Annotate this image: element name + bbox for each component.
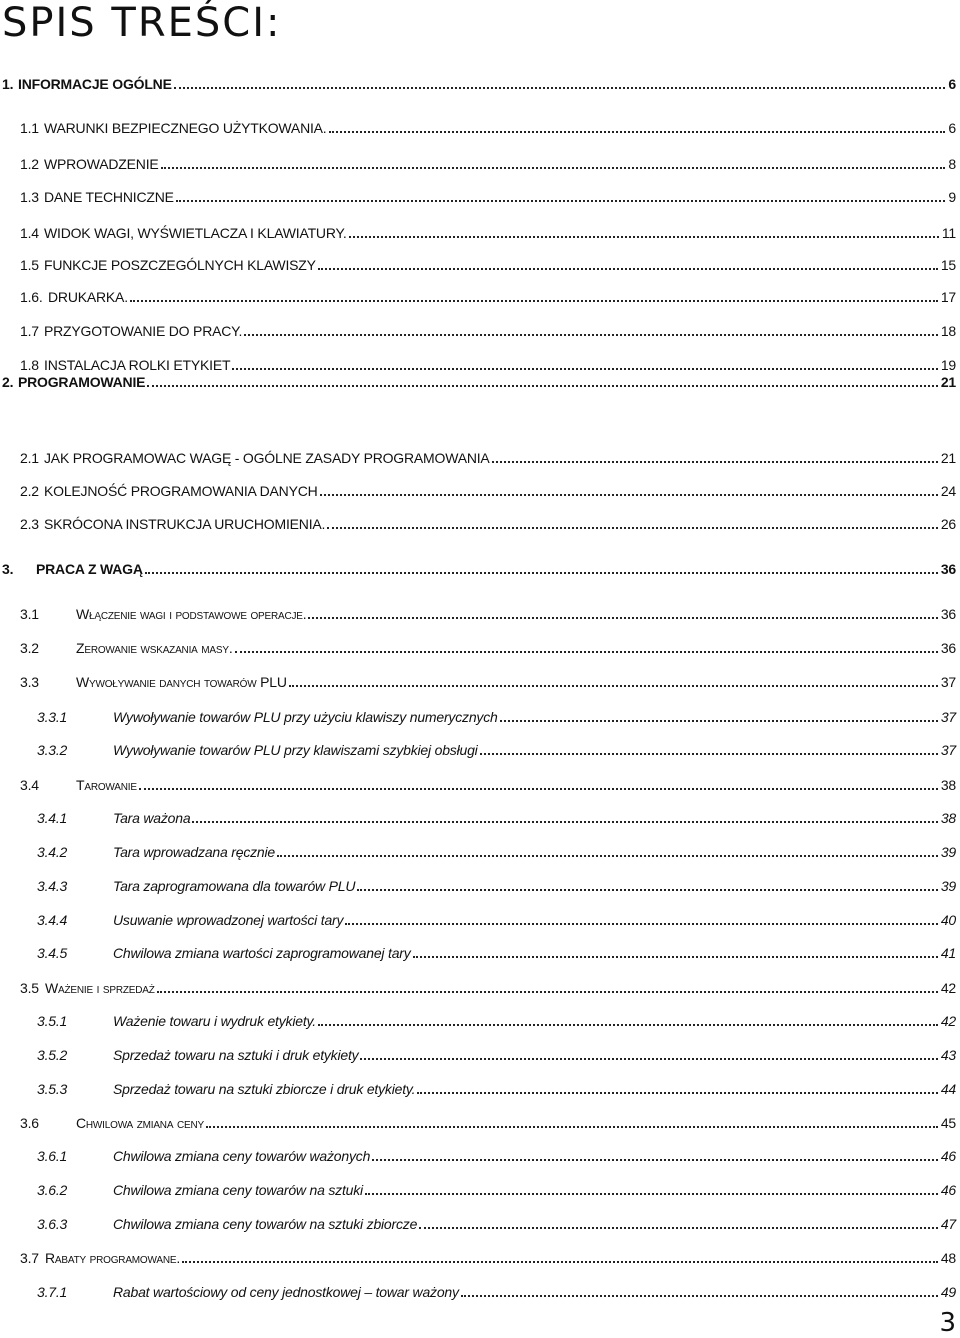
toc-entry-title: Zerowanie wskazania masy.: [76, 640, 233, 656]
toc-leader-dots: [192, 820, 937, 823]
toc-leader-dots: [320, 493, 938, 496]
toc-entry-number: 1.7: [20, 323, 39, 339]
toc-entry-number: 3.4.5: [37, 945, 68, 961]
toc-entry-title: WARUNKI BEZPIECZNEGO UŻYTKOWANIA.: [44, 120, 327, 136]
toc-entry-page: 36: [940, 561, 956, 577]
toc-entry-1-6[interactable]: [20, 289, 956, 311]
toc-entry-3-5-2[interactable]: [37, 1047, 956, 1069]
toc-leader-dots: [244, 333, 938, 336]
toc-entry-number: 3.6.1: [37, 1148, 68, 1164]
toc-entry-number: 3.4.4: [37, 912, 68, 928]
toc-leader-dots: [492, 460, 938, 463]
toc-entry-number: 3.6.3: [37, 1216, 68, 1232]
toc-entry-3-7[interactable]: [20, 1250, 956, 1272]
toc-entry-number: 3.7.1: [37, 1284, 68, 1300]
toc-entry-number: 3.5.2: [37, 1047, 68, 1063]
toc-entry-title: PRACA Z WAGĄ: [36, 561, 143, 577]
toc-leader-dots: [157, 990, 938, 993]
toc-entry-title: WIDOK WAGI, WYŚWIETLACZA I KLAWIATURY.: [44, 225, 347, 241]
toc-leader-dots: [349, 235, 939, 238]
toc-entry-title: Ważenie towaru i wydruk etykiety.: [113, 1013, 316, 1029]
toc-leader-dots: [161, 166, 946, 169]
toc-leader-dots: [318, 1023, 938, 1026]
toc-entry-number: 3.5.3: [37, 1081, 68, 1097]
toc-leader-dots: [139, 787, 938, 790]
toc-leader-dots: [329, 130, 946, 133]
toc-entry-number: 1.: [2, 76, 14, 92]
toc-entry-3-4[interactable]: [20, 777, 956, 799]
toc-entry-2-3[interactable]: [20, 516, 956, 538]
toc-entry-title: Wywoływanie danych towarów PLU: [76, 674, 287, 690]
toc-entry-title: Ważenie i sprzedaż: [45, 980, 155, 996]
toc-entry-number: 3.4.1: [37, 810, 68, 826]
page-number: 3: [939, 1308, 956, 1338]
toc-entry-3-4-5[interactable]: [37, 945, 956, 967]
toc-leader-dots: [419, 1226, 938, 1229]
toc-entry-number: 2.2: [20, 483, 39, 499]
toc-entry-number: 3.4: [20, 777, 39, 793]
toc-entry-page: 26: [940, 516, 956, 532]
toc-leader-dots: [357, 888, 938, 891]
toc-entry-page: 47: [940, 1216, 956, 1232]
toc-entry-3-5-3[interactable]: [37, 1081, 956, 1103]
toc-entry-page: 17: [940, 289, 956, 305]
toc-entry-title: Sprzedaż towaru na sztuki zbiorcze i druk etykiety.: [113, 1081, 416, 1097]
toc-leader-dots: [360, 1057, 937, 1060]
toc-entry-title: FUNKCJE POSZCZEGÓLNYCH KLAWISZY: [44, 257, 316, 273]
toc-leader-dots: [182, 1260, 938, 1263]
toc-entry-3-6[interactable]: [20, 1115, 956, 1137]
toc-entry-page: 48: [940, 1250, 956, 1266]
toc-entry-number: 1.5: [20, 257, 39, 273]
toc-entry-title: Wywoływanie towarów PLU przy klawiszami szybkiej obsługi: [113, 742, 478, 758]
toc-entry-number: 3.3.1: [37, 709, 68, 725]
toc-leader-dots: [289, 684, 938, 687]
toc-entry-title: DANE TECHNICZNE: [44, 189, 174, 205]
toc-entry-3-4-2[interactable]: [37, 844, 956, 866]
toc-entry-page: 38: [940, 810, 956, 826]
toc-leader-dots: [277, 854, 938, 857]
toc-entry-page: 37: [940, 674, 956, 690]
toc-entry-page: 36: [940, 606, 956, 622]
toc-leader-dots: [372, 1158, 938, 1161]
toc-entry-number: 3.2: [20, 640, 39, 656]
toc-entry-1-3[interactable]: [20, 189, 956, 211]
toc-entry-page: 41: [940, 945, 956, 961]
toc-entry-number: 1.4: [20, 225, 39, 241]
toc-entry-title: WPROWADZENIE: [44, 156, 159, 172]
toc-entry-title: INFORMACJE OGÓLNE: [18, 76, 172, 92]
toc-leader-dots: [235, 650, 938, 653]
toc-entry-3-3-1[interactable]: [37, 709, 956, 731]
toc-entry-title: Tara ważona: [113, 810, 191, 826]
toc-entry-title: Włączenie wagi i podstawowe operacje.: [76, 606, 307, 622]
toc-entry-page: 39: [940, 878, 956, 894]
toc-entry-title: Tara wprowadzana ręcznie: [113, 844, 275, 860]
toc-entry-number: 3.6: [20, 1115, 39, 1131]
toc-entry-title: KOLEJNOŚĆ PROGRAMOWANIA DANYCH: [44, 483, 318, 499]
toc-entry-page: 43: [940, 1047, 956, 1063]
toc-entry-page: 18: [940, 323, 956, 339]
toc-leader-dots: [345, 922, 937, 925]
toc-entry-page: 11: [941, 225, 956, 241]
page-title: SPIS TREŚCI:: [2, 0, 282, 46]
toc-entry-number: 3.4.2: [37, 844, 68, 860]
toc-entry-number: 1.6.: [20, 289, 43, 305]
toc-leader-dots: [327, 526, 938, 529]
toc-entry-number: 1.2: [20, 156, 39, 172]
toc-entry-1-4[interactable]: [20, 225, 956, 247]
toc-entry-page: 46: [940, 1182, 956, 1198]
toc-entry-2-1[interactable]: [20, 450, 956, 472]
toc-entry-page: 42: [940, 1013, 956, 1029]
toc-entry-title: Rabat wartościowy od ceny jednostkowej – towar ważony: [113, 1284, 459, 1300]
toc-entry-3-2[interactable]: [20, 640, 956, 662]
toc-entry-page: 6: [948, 76, 956, 92]
toc-entry-page: 19: [940, 357, 956, 373]
toc-entry-title: Chwilowa zmiana ceny: [76, 1115, 204, 1131]
toc-leader-dots: [308, 616, 937, 619]
toc-leader-dots: [147, 384, 938, 387]
toc-entry-number: 3.3.2: [37, 742, 68, 758]
toc-entry-3-3[interactable]: [20, 674, 956, 696]
toc-leader-dots: [232, 367, 937, 370]
toc-entry-number: 3.6.2: [37, 1182, 68, 1198]
toc-leader-dots: [174, 86, 946, 89]
toc-entry-page: 15: [940, 257, 956, 273]
toc-entry-2-2[interactable]: [20, 483, 956, 505]
toc-entry-title: Tarowanie: [76, 777, 137, 793]
toc-entry-3-6-2[interactable]: [37, 1182, 956, 1204]
toc-entry-3-7-1[interactable]: [37, 1284, 956, 1306]
toc-entry-page: 40: [940, 912, 956, 928]
toc-leader-dots: [365, 1192, 938, 1195]
toc-entry-number: 3.7: [20, 1250, 39, 1266]
toc-entry-page: 46: [940, 1148, 956, 1164]
toc-entry-3-1[interactable]: [20, 606, 956, 628]
toc-entry-page: 37: [940, 709, 956, 725]
toc-entry-1-2[interactable]: [20, 156, 956, 178]
toc-entry-number: 3.4.3: [37, 878, 68, 894]
toc-leader-dots: [461, 1294, 938, 1297]
toc-entry-title: JAK PROGRAMOWAC WAGĘ - OGÓLNE ZASADY PROGRAMOWANIA: [44, 450, 490, 466]
toc-entry-page: 21: [940, 374, 956, 390]
toc-leader-dots: [480, 752, 938, 755]
toc-entry-number: 3.: [2, 561, 14, 577]
toc-leader-dots: [413, 955, 938, 958]
toc-entry-page: 9: [948, 189, 956, 205]
toc-entry-title: Chwilowa zmiana ceny towarów ważonych: [113, 1148, 371, 1164]
toc-entry-number: 3.1: [20, 606, 39, 622]
toc-leader-dots: [206, 1125, 938, 1128]
toc-entry-page: 38: [940, 777, 956, 793]
toc-entry-page: 21: [940, 450, 956, 466]
toc-entry-title: INSTALACJA ROLKI ETYKIET: [44, 357, 231, 373]
toc-leader-dots: [417, 1091, 937, 1094]
toc-entry-3-5-1[interactable]: [37, 1013, 956, 1035]
toc-entry-page: 24: [940, 483, 956, 499]
toc-entry-3-4-4[interactable]: [37, 912, 956, 934]
toc-entry-number: 1.3: [20, 189, 39, 205]
toc-entry-number: 3.5: [20, 980, 39, 996]
toc-leader-dots: [130, 299, 938, 302]
toc-entry-page: 44: [940, 1081, 956, 1097]
toc-entry-title: DRUKARKA.: [48, 289, 128, 305]
toc-leader-dots: [500, 719, 938, 722]
toc-entry-3-5[interactable]: [20, 980, 956, 1002]
toc-entry-number: 2.3: [20, 516, 39, 532]
toc-entry-title: SKRÓCONA INSTRUKCJA URUCHOMIENIA.: [44, 516, 326, 532]
toc-entry-page: 37: [940, 742, 956, 758]
toc-entry-1[interactable]: [2, 76, 956, 98]
toc-entry-title: Chwilowa zmiana wartości zaprogramowanej tary: [113, 945, 411, 961]
toc-entry-page: 42: [940, 980, 956, 996]
toc-entry-3-6-3[interactable]: [37, 1216, 956, 1238]
toc-entry-title: PRZYGOTOWANIE DO PRACY.: [44, 323, 243, 339]
toc-entry-number: 1.1: [20, 120, 39, 136]
toc-leader-dots: [176, 199, 946, 202]
toc-entry-title: Chwilowa zmiana ceny towarów na sztuki: [113, 1182, 363, 1198]
toc-entry-number: 3.3: [20, 674, 39, 690]
toc-entry-number: 3.5.1: [37, 1013, 68, 1029]
toc-entry-3-4-3[interactable]: [37, 878, 956, 900]
toc-entry-number: 2.1: [20, 450, 39, 466]
toc-entry-title: Wywoływanie towarów PLU przy użyciu klawiszy numerycznych: [113, 709, 498, 725]
toc-entry-title: Tara zaprogramowana dla towarów PLU: [113, 878, 356, 894]
toc-entry-title: Sprzedaż towaru na sztuki i druk etykiety: [113, 1047, 359, 1063]
toc-leader-dots: [318, 267, 938, 270]
toc-entry-1-5[interactable]: [20, 257, 956, 279]
toc-entry-3-6-1[interactable]: [37, 1148, 956, 1170]
toc-entry-number: 1.8: [20, 357, 39, 373]
toc-entry-1-7[interactable]: [20, 323, 956, 345]
toc-entry-title: Usuwanie wprowadzonej wartości tary: [113, 912, 344, 928]
toc-entry-title: PROGRAMOWANIE: [18, 374, 146, 390]
toc-entry-number: 2.: [2, 374, 14, 390]
toc-entry-title: Chwilowa zmiana ceny towarów na sztuki zbiorcze: [113, 1216, 418, 1232]
toc-entry-2[interactable]: [2, 374, 956, 396]
toc-entry-page: 49: [940, 1284, 956, 1300]
toc-entry-page: 36: [940, 640, 956, 656]
toc-entry-page: 45: [940, 1115, 956, 1131]
toc-entry-title: Rabaty programowane.: [45, 1250, 181, 1266]
toc-entry-page: 39: [940, 844, 956, 860]
toc-entry-3-4-1[interactable]: [37, 810, 956, 832]
toc-entry-1-1[interactable]: [20, 120, 956, 142]
toc-entry-page: 8: [948, 156, 956, 172]
toc-entry-page: 6: [948, 120, 956, 136]
toc-entry-3-3-2[interactable]: [37, 742, 956, 764]
toc-leader-dots: [145, 571, 938, 574]
toc-entry-3[interactable]: [2, 561, 956, 583]
